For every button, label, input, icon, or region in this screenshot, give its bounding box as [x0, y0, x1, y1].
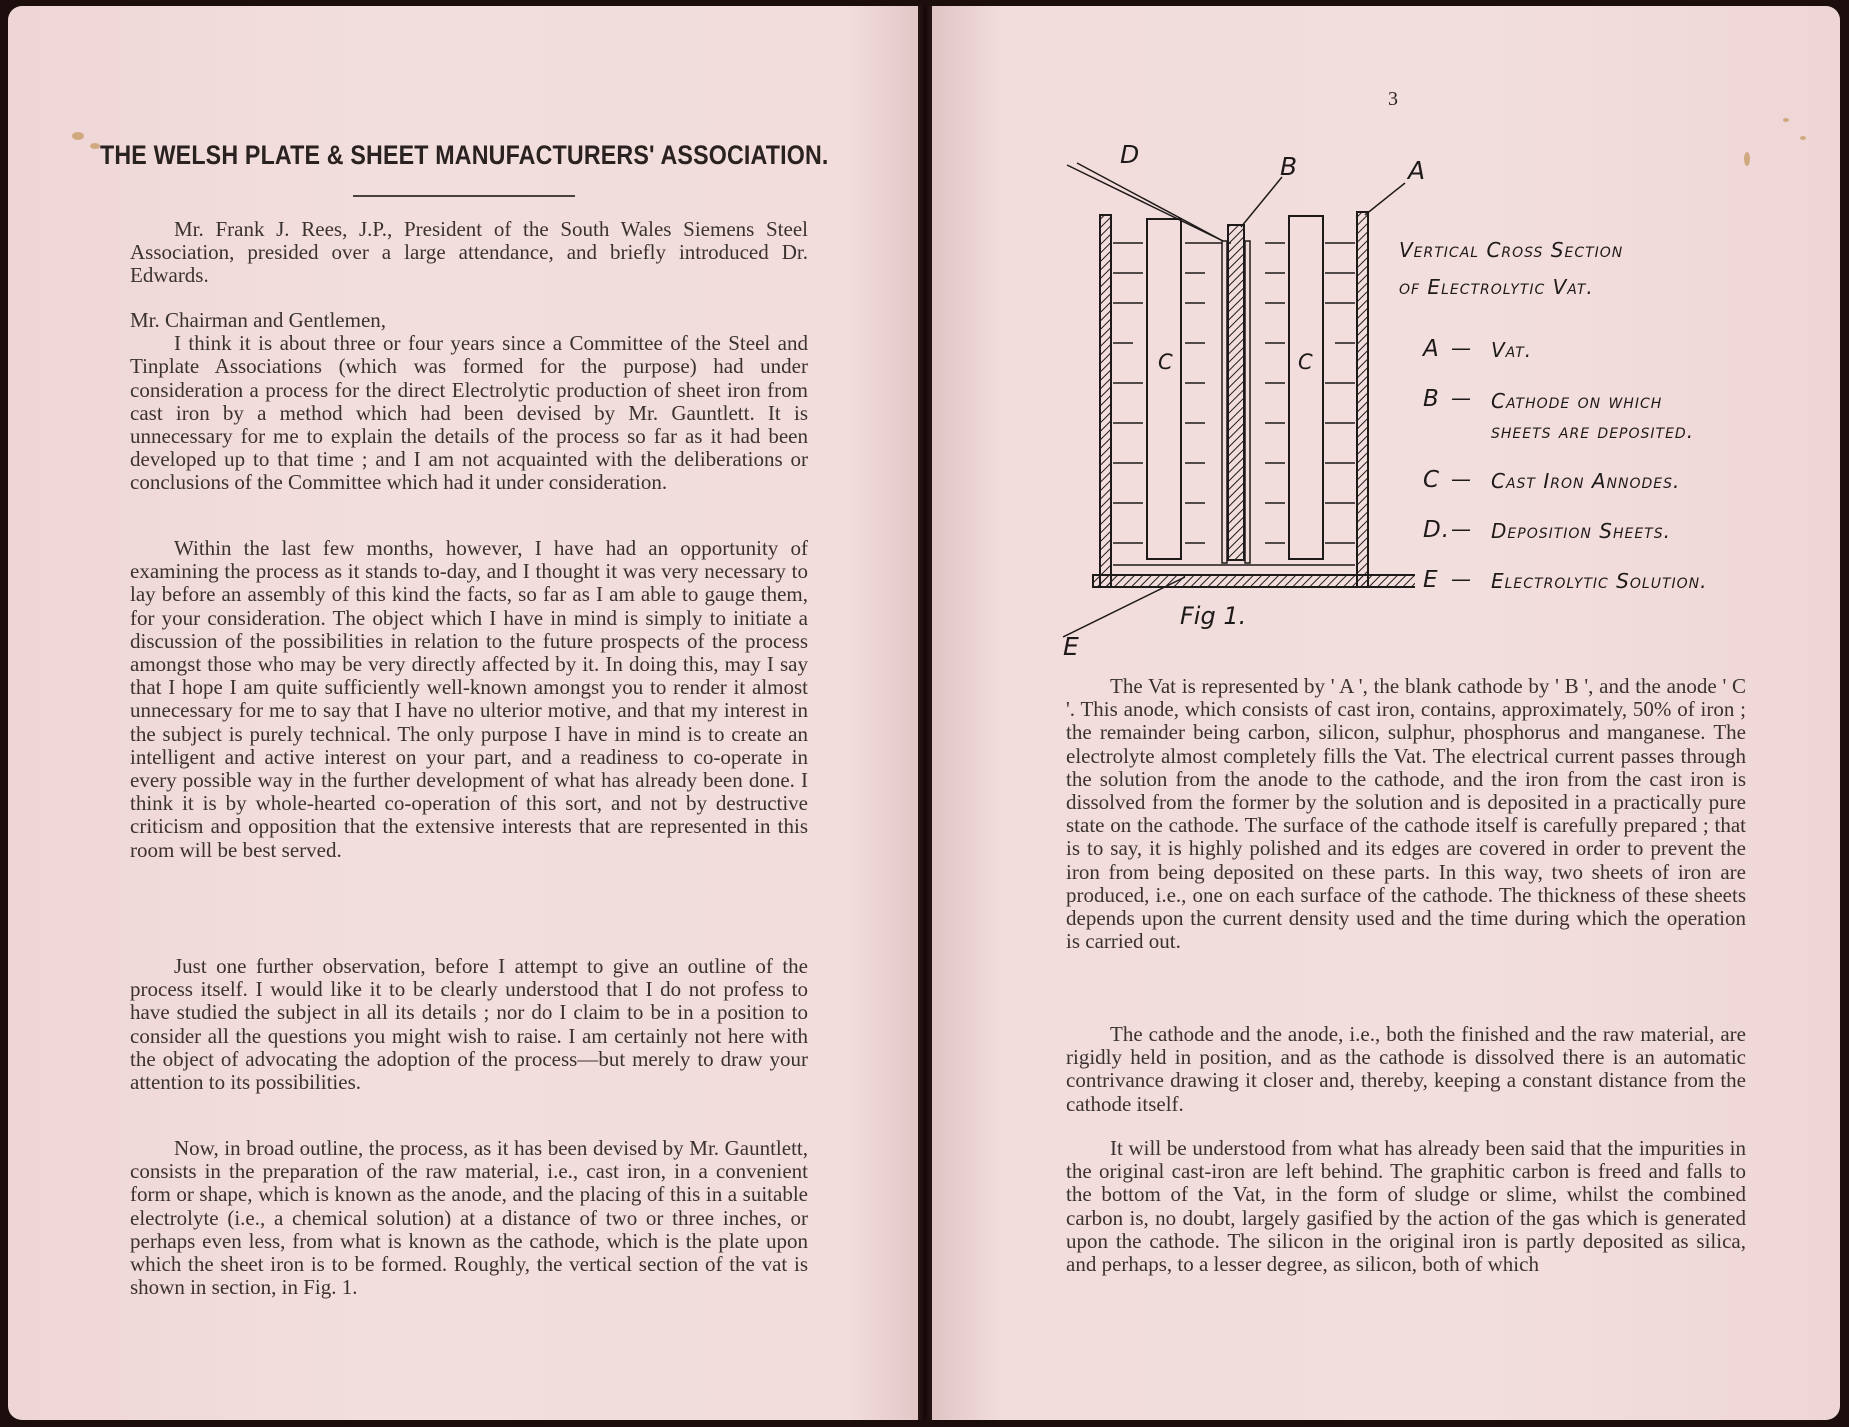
legend-key: C: [1423, 467, 1441, 493]
body-paragraph: The cathode and the anode, i.e., both the finished and the raw material, are rigidly held in position, and as the cathode is dissolved there is an automatic contrivance drawing it closer and, thereby, keeping a constant distance from the cathode itself.: [1066, 1022, 1746, 1116]
stain-mark: [90, 143, 100, 149]
left-body-2: [130, 537, 808, 862]
legend-key: A: [1423, 336, 1440, 362]
figure-caption: Fig 1.: [1180, 602, 1247, 630]
legend-text: Deposition Sheets.: [1491, 519, 1671, 543]
legend-row: [1423, 386, 1721, 446]
legend-row: [1423, 567, 1721, 596]
body-paragraph: I think it is about three or four years since a Committee of the Steel and Tinplate Associations (which was formed for the purpose) had under consideration a process for the direct Electrolytic production of sheet iron from cast iron by a method which had been devised by Mr. Gauntlett. It is unnecessary for me to explain the details of the process so far as it had been developed up to that time ; and I am not acquainted with the deliberations or conclusions of the Committee which had it under consideration.: [130, 331, 808, 495]
legend-dash: —: [1451, 517, 1472, 541]
left-body-3: [130, 955, 808, 1094]
intro-paragraph: [130, 218, 808, 288]
legend-key: E: [1423, 567, 1439, 593]
figure-title: [1399, 232, 1623, 306]
intro-text: Mr. Frank J. Rees, J.P., President of the South Wales Siemens Steel Association, presided over a large attendance, and briefly introduced Dr. Edwards.: [130, 217, 808, 288]
stain-mark: [1744, 152, 1750, 166]
legend-dash: —: [1451, 567, 1472, 591]
right-body-2: [1066, 1023, 1746, 1116]
right-body: [1066, 675, 1746, 953]
left-body-4: [130, 1137, 808, 1299]
deposition-sheet-left: [1222, 241, 1227, 563]
page-heading: THE WELSH PLATE & SHEET MANUFACTURERS' ASSOCIATION.: [100, 140, 829, 170]
label-c-left: C: [1158, 350, 1173, 374]
body-paragraph: Now, in broad outline, the process, as it has been devised by Mr. Gauntlett, consists in the preparation of the raw material, i.e., cast iron, in a convenient form or shape, which is known as the anode, and the placing of this in a suitable electrolyte (i.e., a chemical solution) at a distance of two or three inches, or perhaps even less, from what is known as the cathode, which is the plate upon which the sheet iron is to be formed. Roughly, the vertical section of the vat is shown in section, in Fig. 1.: [130, 1136, 808, 1300]
legend-row: [1423, 517, 1721, 546]
legend-row: [1423, 467, 1721, 496]
legend-text: Cathode on which sheets are deposited.: [1491, 389, 1695, 443]
legend-key: D.: [1423, 517, 1451, 543]
figure-legend: [1423, 336, 1721, 617]
salutation: Mr. Chairman and Gentlemen,: [130, 308, 387, 332]
vat-diagram: [1055, 145, 1415, 675]
body-paragraph: The Vat is represented by ' A ', the blank cathode by ' B ', and the anode ' C '. This anode, which consists of cast iron, contains, approximately, 50% of iron ; the remainder being carbon, silicon, sulphur, phosphorus and manganese. The electrolyte almost completely fills the Vat. The electrical current passes through the solution from the anode to the cathode, and the iron from the cast iron is dissolved from the former by the solution and is deposited in a practically pure state on the cathode. The surface of the cathode itself is carefully prepared ; that is to say, it is highly polished and its edges are covered in order to prevent the iron from being deposited on these parts. In this way, two sheets of iron are produced, i.e., one on each surface of the cathode. The thickness of these sheets depends upon the current density used and the time during which the operation is carried out.: [1066, 674, 1746, 954]
cathode: [1228, 225, 1244, 560]
body-paragraph: Just one further observation, before I attempt to give an outline of the process itself. I would like it to be clearly understood that I do not profess to have studied the subject in all its details ; nor do I claim to be in a position to consider all the questions you might wish to raise. I am certainly not here with the object of advocating the adoption of the process—but merely to draw your attention to its possibilities.: [130, 954, 808, 1095]
legend-text: Cast Iron Annodes.: [1491, 469, 1681, 493]
heading-rule: [353, 195, 575, 197]
page-number: 3: [1388, 88, 1398, 110]
legend-dash: —: [1451, 386, 1472, 410]
right-body-3: [1066, 1137, 1746, 1276]
figure-title-line1: Vertical Cross Section: [1399, 238, 1624, 262]
deposition-sheet-right: [1245, 241, 1250, 563]
body-paragraph: Within the last few months, however, I have had an opportunity of examining the process as it stands to-day, and I thought it was very necessary to lay before an assembly of this kind the facts, so far as I am able to gauge them, for your consideration. The object which I have in mind is simply to initiate a discussion of the possibilities in relation to the future prospects of the process amongst those who may be very directly affected by it. In doing this, may I say that I hope I am quite sufficiently well-known amongst you to render it almost unnecessary for me to say that I have no ulterior motive, and that my interest in the subject is purely technical. The only purpose I have in mind is to create an intelligent and active interest on your part, and a readiness to co-operate in every possible way in the further development of what has already been done. I think it is by whole-hearted co-operation of this sort, and not by destructive criticism and opposition that the extensive interests that are represented in this room will be best served.: [130, 536, 808, 862]
legend-key: B: [1423, 386, 1440, 412]
legend-text: Vat.: [1491, 338, 1533, 362]
label-b: B: [1280, 152, 1298, 181]
legend-row: [1423, 336, 1721, 365]
legend-dash: —: [1451, 336, 1472, 360]
vat-base: [1093, 575, 1415, 587]
label-a: A: [1408, 156, 1426, 185]
label-e: E: [1063, 632, 1079, 661]
anode-right: [1289, 216, 1323, 559]
book-gutter: [918, 6, 932, 1420]
figure-title-line2: of Electrolytic Vat.: [1399, 275, 1594, 299]
stain-mark: [72, 132, 84, 140]
anode-left: [1147, 219, 1181, 559]
legend-dash: —: [1451, 467, 1472, 491]
body-paragraph: It will be understood from what has already been said that the impurities in the original cast-iron are left behind. The graphitic carbon is freed and falls to the bottom of the Vat, in the form of sludge or slime, whilst the combined carbon is, no doubt, largely gasified by the action of the gas which is generated upon the cathode. The silicon in the original iron is partly deposited as silica, and perhaps, to a lesser degree, as silicon, both of which: [1066, 1136, 1746, 1277]
stain-mark: [1800, 136, 1806, 140]
vat-wall-left: [1100, 215, 1111, 587]
left-body: [130, 309, 808, 495]
stain-mark: [1783, 118, 1789, 122]
vat-wall-right: [1357, 212, 1368, 587]
label-d: D: [1120, 140, 1140, 169]
label-c-right: C: [1298, 350, 1313, 374]
legend-text: Electrolytic Solution.: [1491, 569, 1708, 593]
